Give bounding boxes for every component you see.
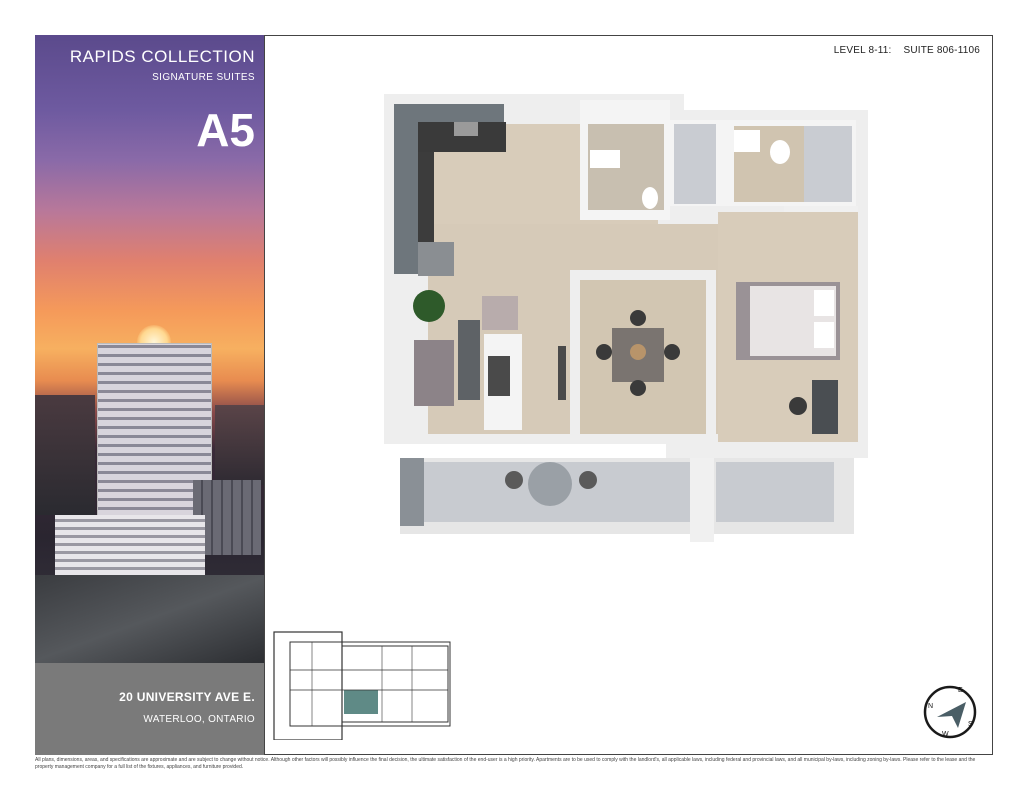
suite-type-code: A5 xyxy=(196,104,255,156)
street-address: 20 UNIVERSITY AVE E. xyxy=(119,690,255,704)
key-plan xyxy=(272,630,472,740)
ensuite-vanity xyxy=(734,130,760,152)
range-hood xyxy=(454,122,478,136)
street-level xyxy=(35,575,265,663)
balcony-right xyxy=(716,462,834,522)
island-sink xyxy=(488,356,510,396)
keyplan-suite-highlight xyxy=(344,690,378,714)
bathroom-1-vanity xyxy=(590,150,620,168)
balcony-chair-1 xyxy=(505,471,523,489)
sofa xyxy=(414,340,454,406)
pillow-1 xyxy=(814,290,834,316)
city-address: WATERLOO, ONTARIO xyxy=(143,714,255,725)
disclaimer-text: All plans, dimensions, areas, and specifications are approximate and are subject to change without notice. Although other factors will possibly influence the final decision, the ultimate satisfaction of the end-user is a high priority. Apartments are to be used to comply with the landlord's, all applicable laws, including federal and provincial laws, and all municipal by-laws, including zoning by-laws. Please refer to the lease and the property management company for a full list of the fixtures, appliances, and furniture provided. xyxy=(35,757,976,770)
balcony-glass xyxy=(400,458,424,526)
balcony-table xyxy=(528,462,572,506)
desk xyxy=(812,380,838,434)
tower-podium xyxy=(55,515,205,575)
floor-plan xyxy=(384,94,868,544)
plant xyxy=(413,290,445,322)
compass-east-label: E xyxy=(958,687,963,694)
sidebar xyxy=(35,35,265,755)
ensuite-shower xyxy=(804,126,852,202)
kitchen-side-cabinet xyxy=(394,104,420,274)
address-box xyxy=(35,663,265,755)
building-rendering xyxy=(35,35,265,663)
dining-chair-top xyxy=(630,310,646,326)
pillow-2 xyxy=(814,322,834,348)
city-skyline-right xyxy=(215,405,265,485)
compass-icon xyxy=(922,684,978,740)
dining-chair-right xyxy=(664,344,680,360)
level-suite-label: LEVEL 8-11: SUITE 806-1106 xyxy=(833,45,980,56)
ensuite-tub xyxy=(674,124,716,204)
ottoman xyxy=(482,296,518,330)
collection-title: RAPIDS COLLECTION xyxy=(69,47,255,66)
city-skyline-left xyxy=(35,395,95,515)
collection-subtitle: SIGNATURE SUITES xyxy=(152,72,255,83)
brand-block xyxy=(70,47,255,83)
balcony-chair-2 xyxy=(579,471,597,489)
balcony-divider xyxy=(690,458,714,542)
ensuite-toilet xyxy=(770,140,790,164)
desk-chair xyxy=(789,397,807,415)
compass-north-label: N xyxy=(928,703,934,710)
dining-chair-bottom xyxy=(630,380,646,396)
compass-south-label: S xyxy=(968,721,973,728)
dining-chair-left xyxy=(596,344,612,360)
compass-west-label: W xyxy=(942,731,949,738)
tv xyxy=(558,346,566,400)
bathroom-1-toilet xyxy=(642,187,658,209)
fridge xyxy=(418,242,454,276)
table-centerpiece xyxy=(630,344,646,360)
rug xyxy=(458,320,480,400)
